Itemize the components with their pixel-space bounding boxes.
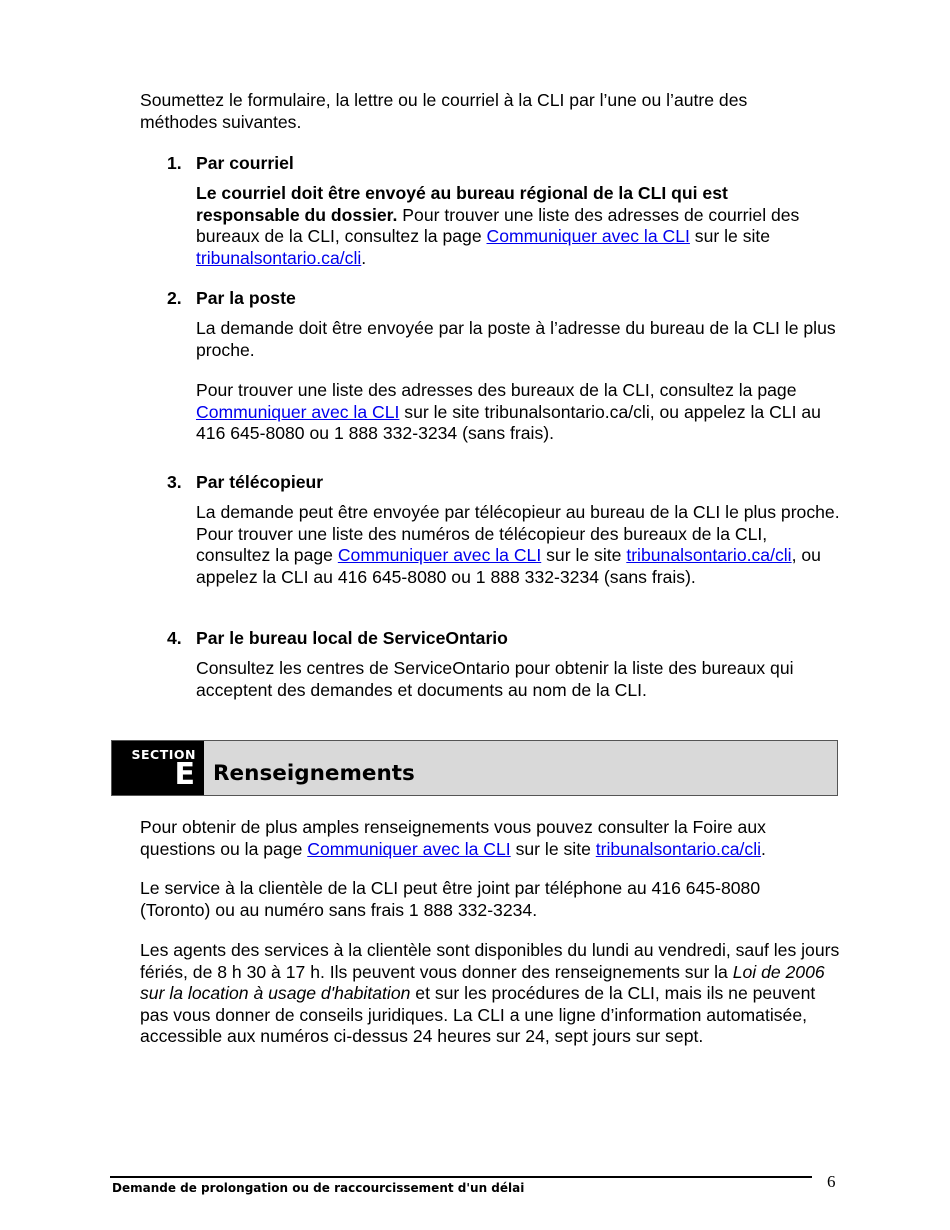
contact-cli-link[interactable]: Communiquer avec la CLI bbox=[307, 838, 511, 859]
method-1-text-b: sur le site bbox=[689, 226, 771, 246]
section-tag bbox=[112, 741, 204, 795]
footer-rule bbox=[110, 1176, 812, 1178]
method-3-number: 3. bbox=[167, 472, 182, 492]
method-4-number: 4. bbox=[167, 628, 182, 648]
info-p3-law-title: Loi de 2006 sur la location à usage d'habitation bbox=[140, 961, 825, 1003]
method-2-paragraph-1: La demande doit être envoyée par la poste à l’adresse du bureau de la CLI le plus proche. bbox=[196, 318, 836, 360]
tribunals-ontario-link[interactable]: tribunalsontario.ca/cli bbox=[595, 838, 762, 859]
footer-title: Demande de prolongation ou de raccourcissement d'un délai bbox=[112, 1181, 525, 1195]
method-1-body bbox=[196, 183, 836, 269]
info-p3-text-b: et sur les procédures de la CLI, mais ils ne peuvent pas vous donner de conseils juridiques. La CLI a une ligne d’information automatisée, accessible aux numéros ci-dessus 24 heures sur 24, sept jours sur sept. bbox=[140, 983, 816, 1046]
info-text-a: Pour obtenir de plus amples renseignements vous pouvez consulter la Foire aux questions ou la page bbox=[140, 817, 766, 859]
method-1-number: 1. bbox=[167, 153, 182, 173]
section-title: Renseignements bbox=[213, 761, 415, 786]
method-3-text-c: , ou appelez la CLI au 416 645-8080 ou 1 888 332-3234 (sans frais). bbox=[196, 545, 821, 587]
method-1-title: Par courriel bbox=[196, 153, 294, 173]
info-paragraph-2: Le service à la clientèle de la CLI peut être joint par téléphone au 416 645-8080 (Toronto) ou au numéro sans frais 1 888 332-3234. bbox=[140, 878, 761, 920]
contact-cli-link[interactable]: Communiquer avec la CLI bbox=[486, 226, 690, 246]
section-letter: E bbox=[174, 757, 195, 792]
page-number: 6 bbox=[827, 1172, 836, 1191]
info-paragraph-1 bbox=[140, 817, 840, 860]
intro-paragraph: Soumettez le formulaire, la lettre ou le courriel à la CLI par l’une ou l’autre des méthodes suivantes. bbox=[140, 90, 748, 132]
method-3-text-b: sur le site bbox=[541, 545, 627, 565]
section-header-bar bbox=[111, 740, 838, 796]
method-2-number: 2. bbox=[167, 288, 182, 308]
method-3-text-a: La demande peut être envoyée par télécopieur au bureau de la CLI le plus proche. Pour trouver une liste des numéros de télécopieur des bureaux de la CLI, consultez la page bbox=[196, 502, 840, 565]
method-2-text-b: sur le site tribunalsontario.ca/cli, ou appelez la CLI au 416 645-8080 ou 1 888 332-3234 (sans frais). bbox=[196, 401, 821, 443]
info-text-b: sur le site bbox=[510, 838, 596, 859]
info-text-c: . bbox=[761, 838, 766, 859]
method-4-title: Par le bureau local de ServiceOntario bbox=[196, 628, 508, 648]
section-word: SECTION bbox=[131, 747, 196, 762]
method-2-paragraph-2 bbox=[196, 380, 846, 445]
method-1-text-c: . bbox=[361, 247, 367, 268]
contact-cli-link[interactable]: Communiquer avec la CLI bbox=[196, 401, 400, 422]
method-2-text-a: Pour trouver une liste des adresses des bureaux de la CLI, consultez la page bbox=[196, 380, 797, 400]
info-paragraph-3 bbox=[140, 940, 840, 1048]
contact-cli-link[interactable]: Communiquer avec la CLI bbox=[337, 545, 542, 565]
method-3-body bbox=[196, 502, 846, 588]
method-3-title: Par télécopieur bbox=[196, 472, 324, 492]
tribunals-ontario-link[interactable]: tribunalsontario.ca/cli bbox=[626, 545, 792, 565]
method-2-title: Par la poste bbox=[196, 288, 296, 308]
method-4-paragraph: Consultez les centres de ServiceOntario pour obtenir la liste des bureaux qui acceptent des demandes et documents au nom de la CLI. bbox=[196, 658, 794, 700]
info-p3-text-a: Les agents des services à la clientèle sont disponibles du lundi au vendredi, sauf les jours fériés, de 8 h 30 à 17 h. Ils peuvent vous donner des renseignements sur la bbox=[140, 940, 840, 982]
tribunals-ontario-link[interactable]: tribunalsontario.ca/cli bbox=[196, 247, 362, 268]
method-1-bold-text: Le courriel doit être envoyé au bureau régional de la CLI qui est responsable du dossier. bbox=[196, 183, 728, 225]
method-1-text-a: Pour trouver une liste des adresses de courriel des bureaux de la CLI, consultez la page bbox=[196, 204, 800, 246]
